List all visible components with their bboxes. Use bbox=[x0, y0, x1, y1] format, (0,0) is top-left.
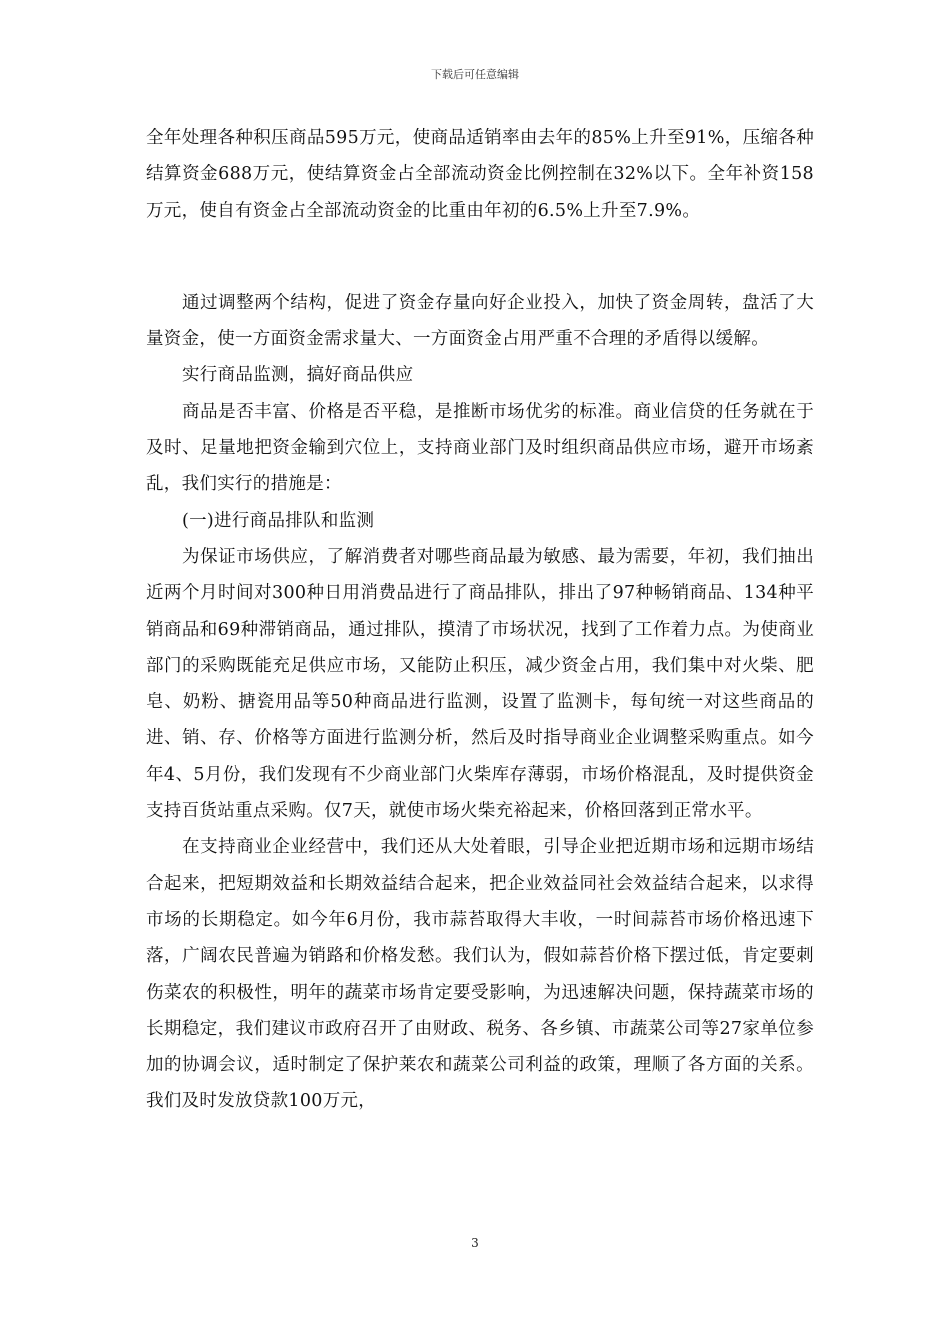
page-header: 下载后可任意编辑 bbox=[431, 68, 519, 81]
paragraph-gap bbox=[146, 229, 814, 285]
section-heading-commodity-monitoring: 实行商品监测，搞好商品供应 bbox=[182, 365, 414, 386]
paragraph-structure-adjustment: 通过调整两个结构，促进了资金存量向好企业投入，加快了资金周转，盘活了大量资金，使一方面资金需求量大、一方面资金占用严重不合理的矛盾得以缓解。 bbox=[146, 292, 814, 350]
page-number: 3 bbox=[471, 1236, 479, 1250]
document-body bbox=[146, 120, 814, 1120]
subsection-heading-ranking: (一)进行商品排队和监测 bbox=[182, 510, 375, 531]
paragraph-commodity-supply: 商品是否丰富、价格是否平稳，是推断市场优劣的标准。商业信贷的任务就在于及时、足量地把资金输到穴位上，支持商业部门及时组织商品供应市场，避开市场紊乱，我们实行的措施是： bbox=[146, 401, 814, 495]
paragraph-settlement-funds: 全年处理各种积压商品595万元，使商品适销率由去年的85%上升至91%，压缩各种结算资金688万元，使结算资金占全部流动资金比例控制在32%以下。全年补资158万元，使自有资金占全部流动资金的比重由年初的6.5%上升至7.9%。 bbox=[146, 128, 814, 221]
paragraph-market-supply: 为保证市场供应，了解消费者对哪些商品最为敏感、最为需要，年初，我们抽出近两个月时间对300种日用消费品进行了商品排队，排出了97种畅销商品、134种平销商品和69种滞销商品，通过排队，摸清了市场状况，找到了工作着力点。为使商业部门的采购既能充足供应市场，又能防止积压，减少资金占用，我们集中对火柴、肥皂、奶粉、搪瓷用品等50种商品进行监测，设置了监测卡，每旬统一对这些商品的进、销、存、价格等方面进行监测分析，然后及时指导商业企业调整采购重点。如今年4、5月份，我们发现有不少商业部门火柴库存薄弱，市场价格混乱，及时提供资金支持百货站重点采购。仅7天，就使市场火柴充裕起来，价格回落到正常水平。 bbox=[146, 546, 814, 822]
paragraph-market-stability: 在支持商业企业经营中，我们还从大处着眼，引导企业把近期市场和远期市场结合起来，把短期效益和长期效益结合起来，把企业效益同社会效益结合起来，以求得市场的长期稳定。如今年6月份，我市蒜苔取得大丰收，一时间蒜苔市场价格迅速下落，广阔农民普遍为销路和价格发愁。我们认为，假如蒜苔价格下摆过低，肯定要刺伤菜农的积极性，明年的蔬菜市场肯定要受影响，为迅速解决问题，保持蔬菜市场的长期稳定，我们建议市政府召开了由财政、税务、各乡镇、市蔬菜公司等27家单位参加的协调会议，适时制定了保护莱农和蔬菜公司利益的政策，理顺了各方面的关系。我们及时发放贷款100万元， bbox=[146, 837, 814, 1112]
